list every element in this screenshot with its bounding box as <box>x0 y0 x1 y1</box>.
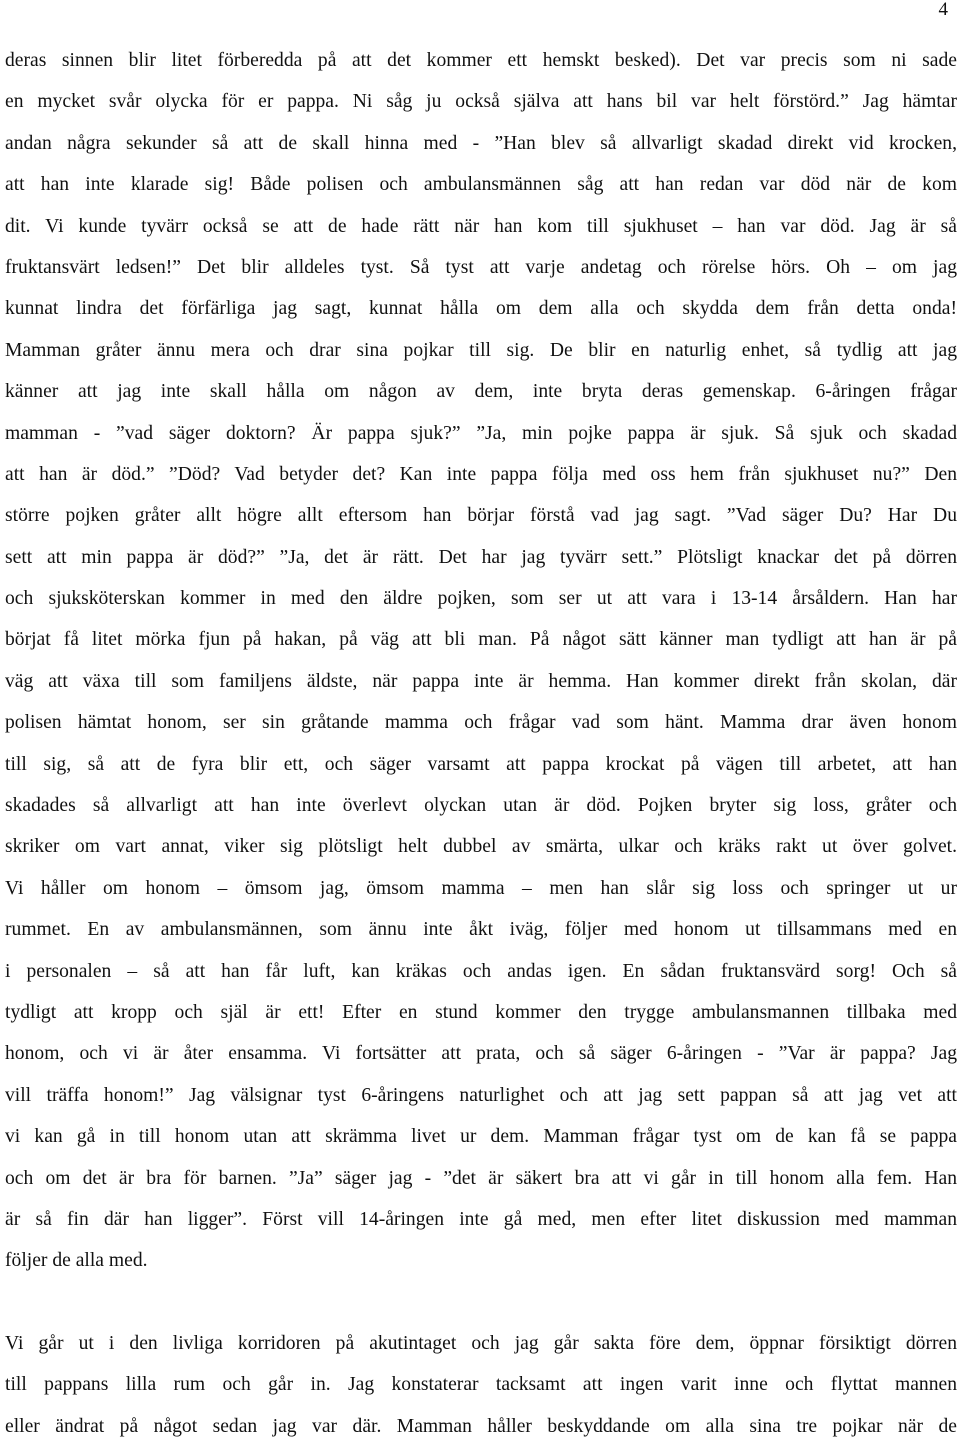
text-line: Mamman gråter ännu mera och drar sina pojkar till sig. De blir en naturlig enhet, så tydlig att jag <box>5 339 957 361</box>
text-line: dit. Vi kunde tyvärr också se att de hade rätt när han kom till sjukhuset – han var död. Jag är så <box>5 215 957 237</box>
text-line: följer de alla med. <box>5 1250 148 1272</box>
text-line: känner att jag inte skall hålla om någon av dem, inte bryta deras gemenskap. 6-åringen frågar <box>5 381 957 403</box>
text-line: skadades så allvarligt att han inte överlevt olyckan utan är död. Pojken bryter sig loss, gråter och <box>5 795 957 817</box>
text-line: till sig, så att de fyra blir ett, och säger varsamt att pappa krockat på vägen till arbetet, att han <box>5 753 957 775</box>
text-line: skriker om vart annat, viker sig plötsligt helt dubbel av smärta, ulkar och kräks rakt ut över golvet. <box>5 836 957 858</box>
text-line: sett att min pappa är död?” ”Ja, det är rätt. Det har jag tyvärr sett.” Plötsligt knackar det på dörren <box>5 546 957 568</box>
text-line: Vi håller om honom – ömsom jag, ömsom mamma – men han slår sig loss och springer ut ur <box>5 877 957 899</box>
text-line: mamman - ”vad säger doktorn? Är pappa sjuk?” ”Ja, min pojke pappa är sjuk. Så sjuk och skadad <box>5 422 957 444</box>
document-body <box>5 40 957 1447</box>
text-line: och om det är bra för barnen. ”Ja” säger jag - ”det är säkert bra att vi går in till honom alla fem. Han <box>5 1167 957 1189</box>
text-line: börjat få litet mörka fjun på hakan, på väg att bli man. På något sätt känner man tydligt att han är på <box>5 629 957 651</box>
text-line: vill träffa honom!” Jag välsignar tyst 6-åringens naturlighet och att jag sett pappan så att jag vet att <box>5 1084 957 1106</box>
page-number: 4 <box>938 0 948 20</box>
text-line: att han är död.” ”Död? Vad betyder det? Kan inte pappa följa med oss hem från sjukhuset nu?” Den <box>5 463 957 485</box>
text-line: en mycket svår olycka för er pappa. Ni såg ju också själva att hans bil var helt förstörd.” Jag hämtar <box>5 91 957 113</box>
text-line: Vi går ut i den livliga korridoren på akutintaget och jag går sakta före dem, öppnar försiktigt dörren <box>5 1332 957 1354</box>
text-line: och sjuksköterskan kommer in med den äldre pojken, som ser ut att vara i 13-14 årsåldern. Han har <box>5 588 957 610</box>
text-line: vi kan gå in till honom utan att skrämma livet ur dem. Mamman frågar tyst om de kan få se pappa <box>5 1126 957 1148</box>
paragraph-1 <box>5 40 957 1282</box>
text-line: större pojken gråter allt högre allt eftersom han börjar förstå vad jag sagt. ”Vad säger Du? Har Du <box>5 505 957 527</box>
text-line: till pappans lilla rum och går in. Jag konstaterar tacksamt att ingen varit inne och flyttat mannen <box>5 1374 957 1396</box>
text-line: deras sinnen blir litet förberedda på att det kommer ett hemskt besked). Det var precis som ni sade <box>5 50 957 71</box>
text-line: är så fin där han ligger”. Först vill 14-åringen inte gå med, men efter litet diskussion med mamman <box>5 1208 957 1230</box>
text-line: att han inte klarade sig! Både polisen och ambulansmännen såg att han redan var död när de kom <box>5 174 957 196</box>
paragraph-gap <box>5 1282 957 1323</box>
text-line: rummet. En av ambulansmännen, som ännu inte åkt iväg, följer med honom ut tillsammans med en <box>5 919 957 941</box>
text-line: kunnat lindra det förfärliga jag sagt, kunnat hålla om dem alla och skydda dem från detta onda! <box>5 298 957 320</box>
text-line: polisen hämtat honom, ser sin gråtande mamma och frågar vad som hänt. Mamma drar även honom <box>5 712 957 734</box>
paragraph-2 <box>5 1323 957 1447</box>
text-line: andan några sekunder så att de skall hinna med - ”Han blev så allvarligt skadad direkt vid krocken, <box>5 132 957 154</box>
text-line: i personalen – så att han får luft, kan kräkas och andas igen. En sådan fruktansvärd sorg! Och så <box>5 960 957 982</box>
text-line: tydligt att kropp och själ är ett! Efter en stund kommer den trygge ambulansmannen tillbaka med <box>5 1001 957 1023</box>
text-line: honom, och vi är åter ensamma. Vi fortsätter att prata, och så säger 6-åringen - ”Var är pappa? Jag <box>5 1043 957 1065</box>
text-line: eller ändrat på något sedan jag var där. Mamman håller beskyddande om alla sina tre pojkar när de <box>5 1415 957 1437</box>
text-line: väg att växa till som familjens äldste, när pappa inte är hemma. Han kommer direkt från skolan, där <box>5 670 957 692</box>
text-line: fruktansvärt ledsen!” Det blir alldeles tyst. Så tyst att varje andetag och rörelse hörs. Oh – om jag <box>5 256 957 278</box>
